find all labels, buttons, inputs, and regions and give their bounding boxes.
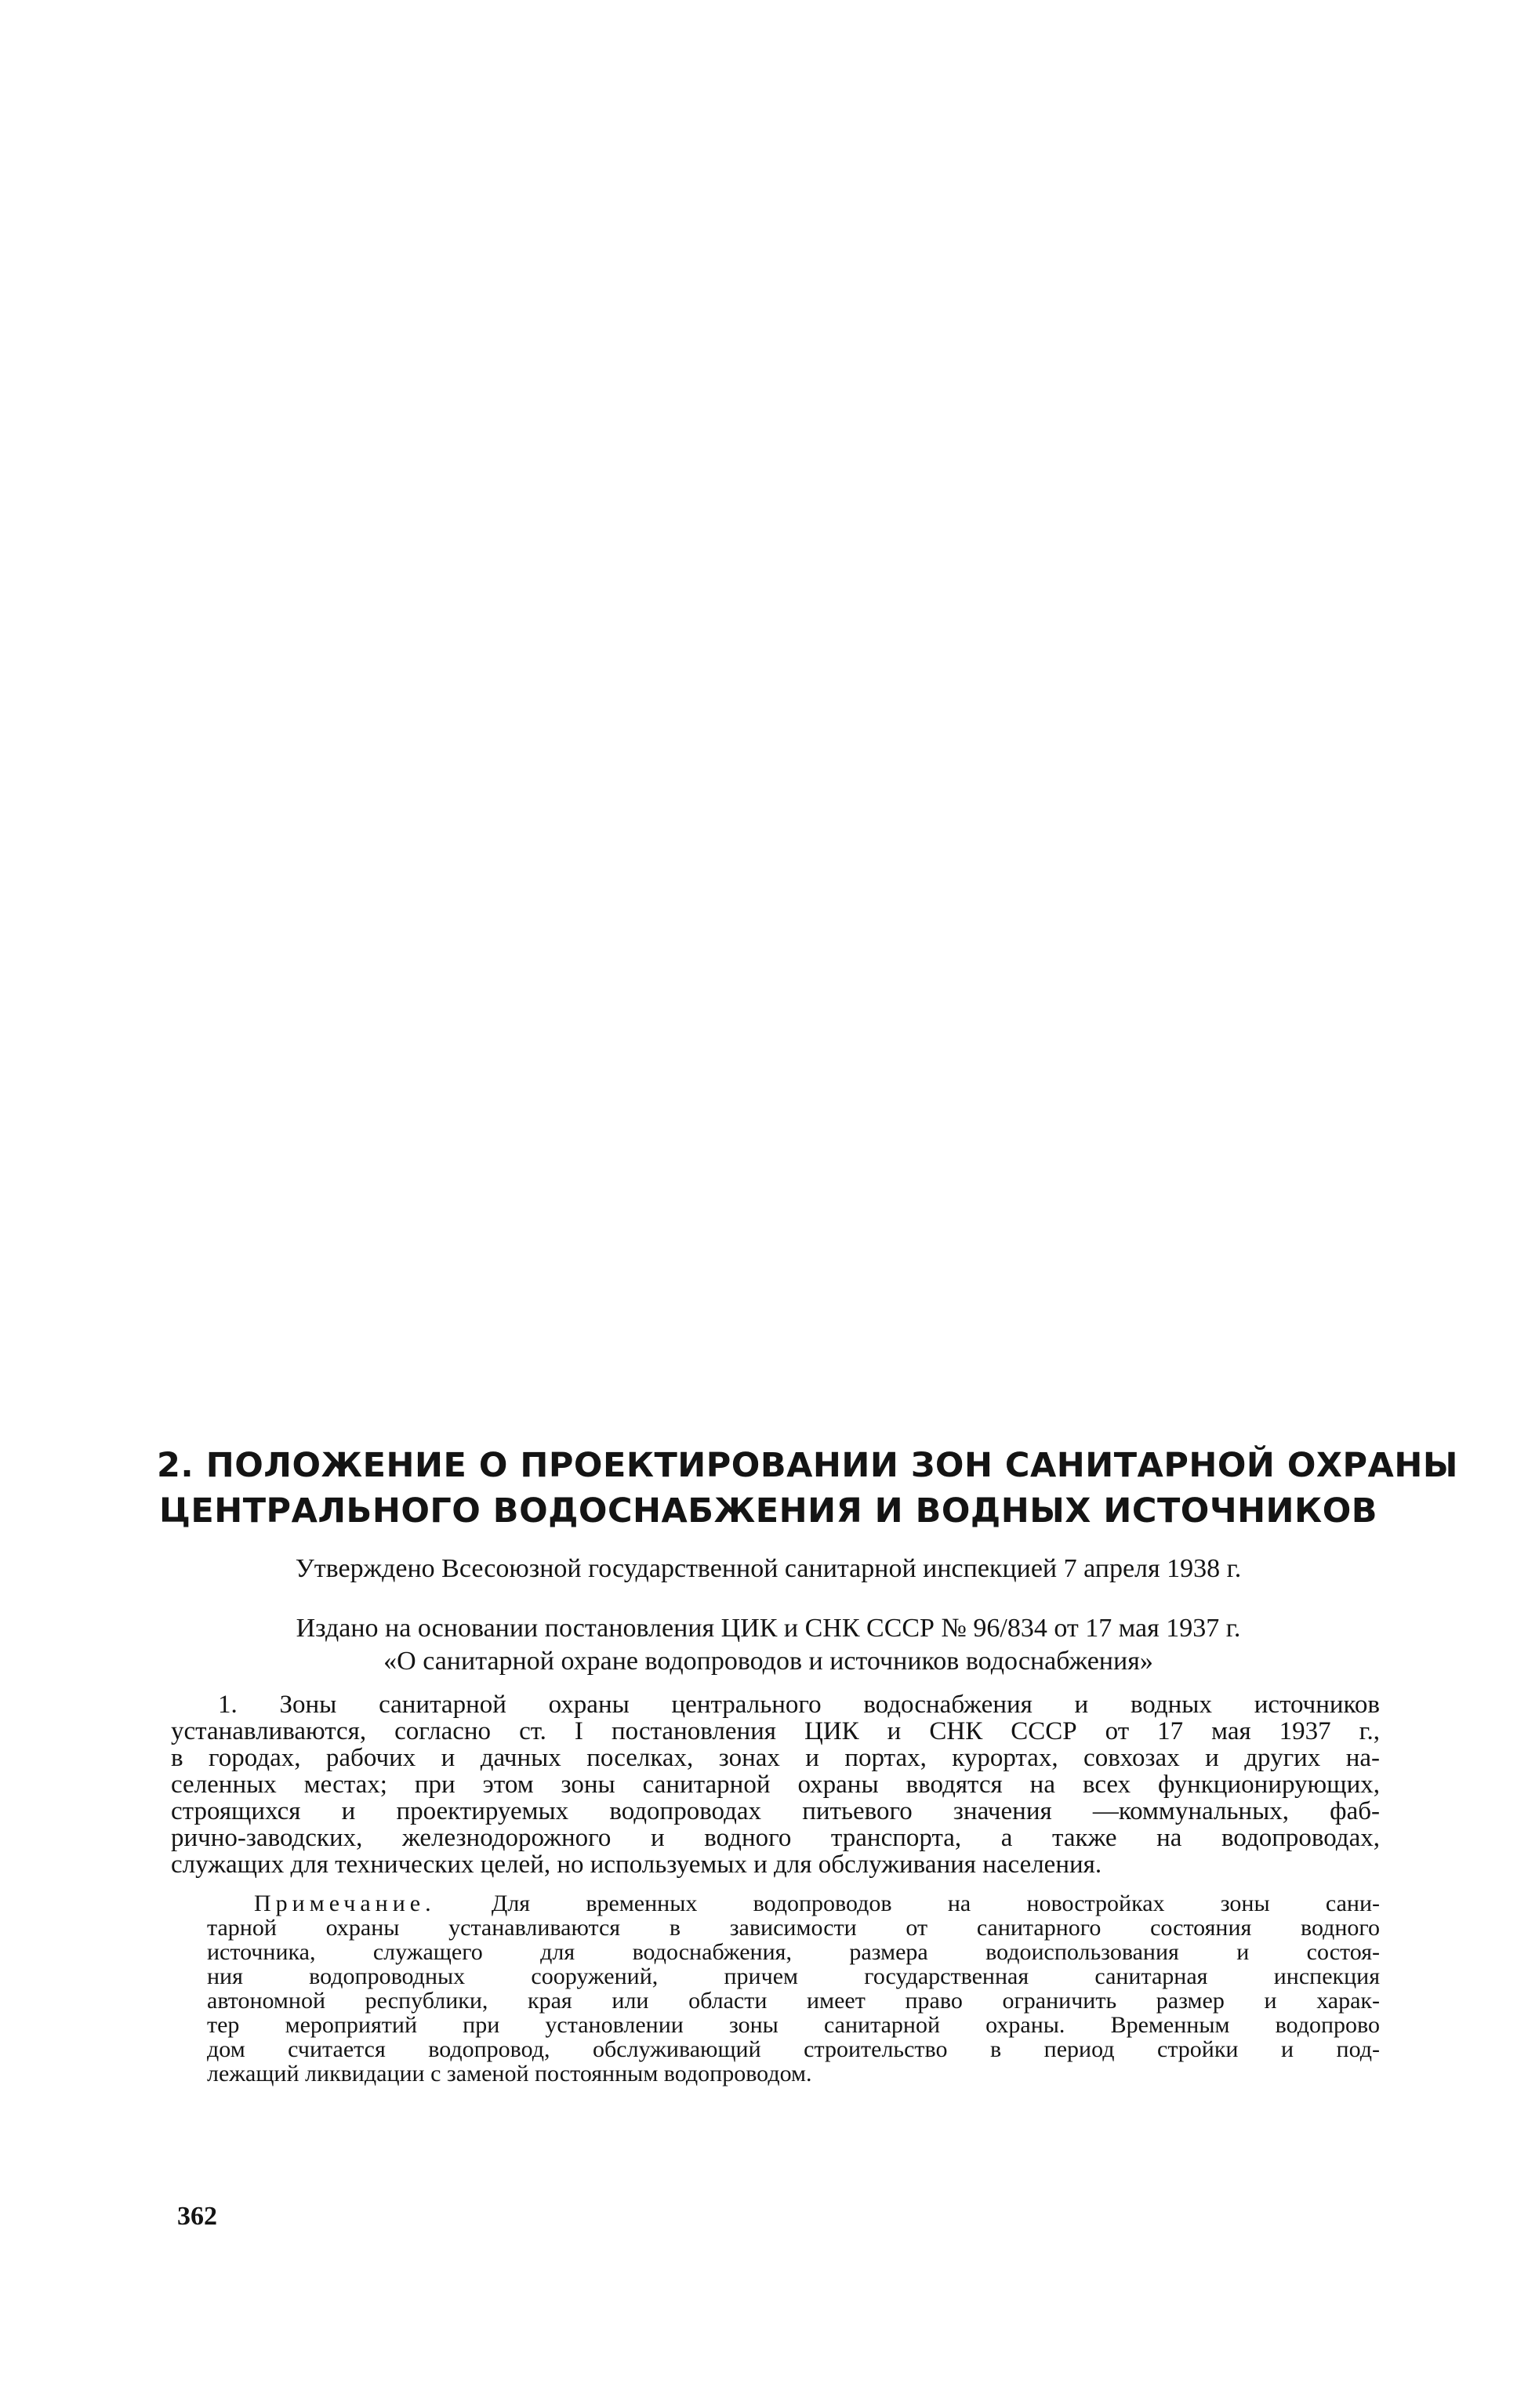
- text-line: устанавливаются, согласно ст. I постановления ЦИК и СНК СССР от 17 мая 1937 г.,: [171, 1717, 1380, 1745]
- note-line: тер мероприятий при установлении зоны санитарной охраны. Временным водопрово: [207, 2012, 1380, 2038]
- document-title: [157, 1443, 1458, 1534]
- note-line: лежащий ликвидации с заменой постоянным водопроводом.: [207, 2061, 812, 2087]
- text-line: служащих для технических целей, но используемых и для обслуживания населения.: [171, 1850, 1102, 1879]
- note-line: тарной охраны устанавливаются в зависимости от санитарного состояния водного: [207, 1915, 1380, 1941]
- issued-line: Издано на основании постановления ЦИК и СНК СССР № 96/834 от 17 мая 1937 г.: [296, 1614, 1241, 1643]
- issued-line: «О санитарной охране водопроводов и источников водоснабжения»: [383, 1647, 1153, 1676]
- issued-basis: [157, 1612, 1380, 1678]
- text-line: 1. Зоны санитарной охраны центрального водоснабжения и водных источников: [218, 1691, 1380, 1719]
- title-line: ЦЕНТРАЛЬНОГО ВОДОСНАБЖЕНИЯ И ВОДНЫХ ИСТОЧНИКОВ: [158, 1491, 1378, 1531]
- text-line: в городах, рабочих и дачных поселках, зонах и портах, курортах, совхозах и других на-: [171, 1744, 1380, 1772]
- text-line: строящихся и проектируемых водопроводах питьевого значения —коммунальных, фаб-: [171, 1797, 1380, 1825]
- text-line: селенных местах; при этом зоны санитарной охраны вводятся на всех функционирующих,: [171, 1771, 1380, 1799]
- note-paragraph: [207, 1891, 1380, 2086]
- text-line: рично-заводских, железнодорожного и водного транспорта, а также на водопроводах,: [171, 1824, 1380, 1852]
- note-first-line: [207, 1891, 1380, 1916]
- note-text-start: Для временных водопроводов на новостройках зоны сани-: [435, 1890, 1380, 1916]
- paragraph-1: [171, 1691, 1380, 1878]
- page-number: 362: [177, 2202, 217, 2231]
- note-line: дом считается водопровод, обслуживающий строительство в период стройки и под-: [207, 2036, 1380, 2062]
- note-line: автономной республики, края или области имеет право ограничить размер и харак-: [207, 1988, 1380, 2014]
- note-line: источника, служащего для водоснабжения, размера водоиспользования и состоя-: [207, 1939, 1380, 1965]
- note-line: ния водопроводных сооружений, причем государственная санитарная инспекция: [207, 1963, 1380, 1989]
- title-line: 2. ПОЛОЖЕНИЕ О ПРОЕКТИРОВАНИИ ЗОН САНИТАРНОЙ ОХРАНЫ: [157, 1446, 1458, 1485]
- note-label: Примечание.: [254, 1890, 436, 1916]
- approval-note: Утверждено Всесоюзной государственной санитарной инспекцией 7 апреля 1938 г.: [295, 1554, 1242, 1583]
